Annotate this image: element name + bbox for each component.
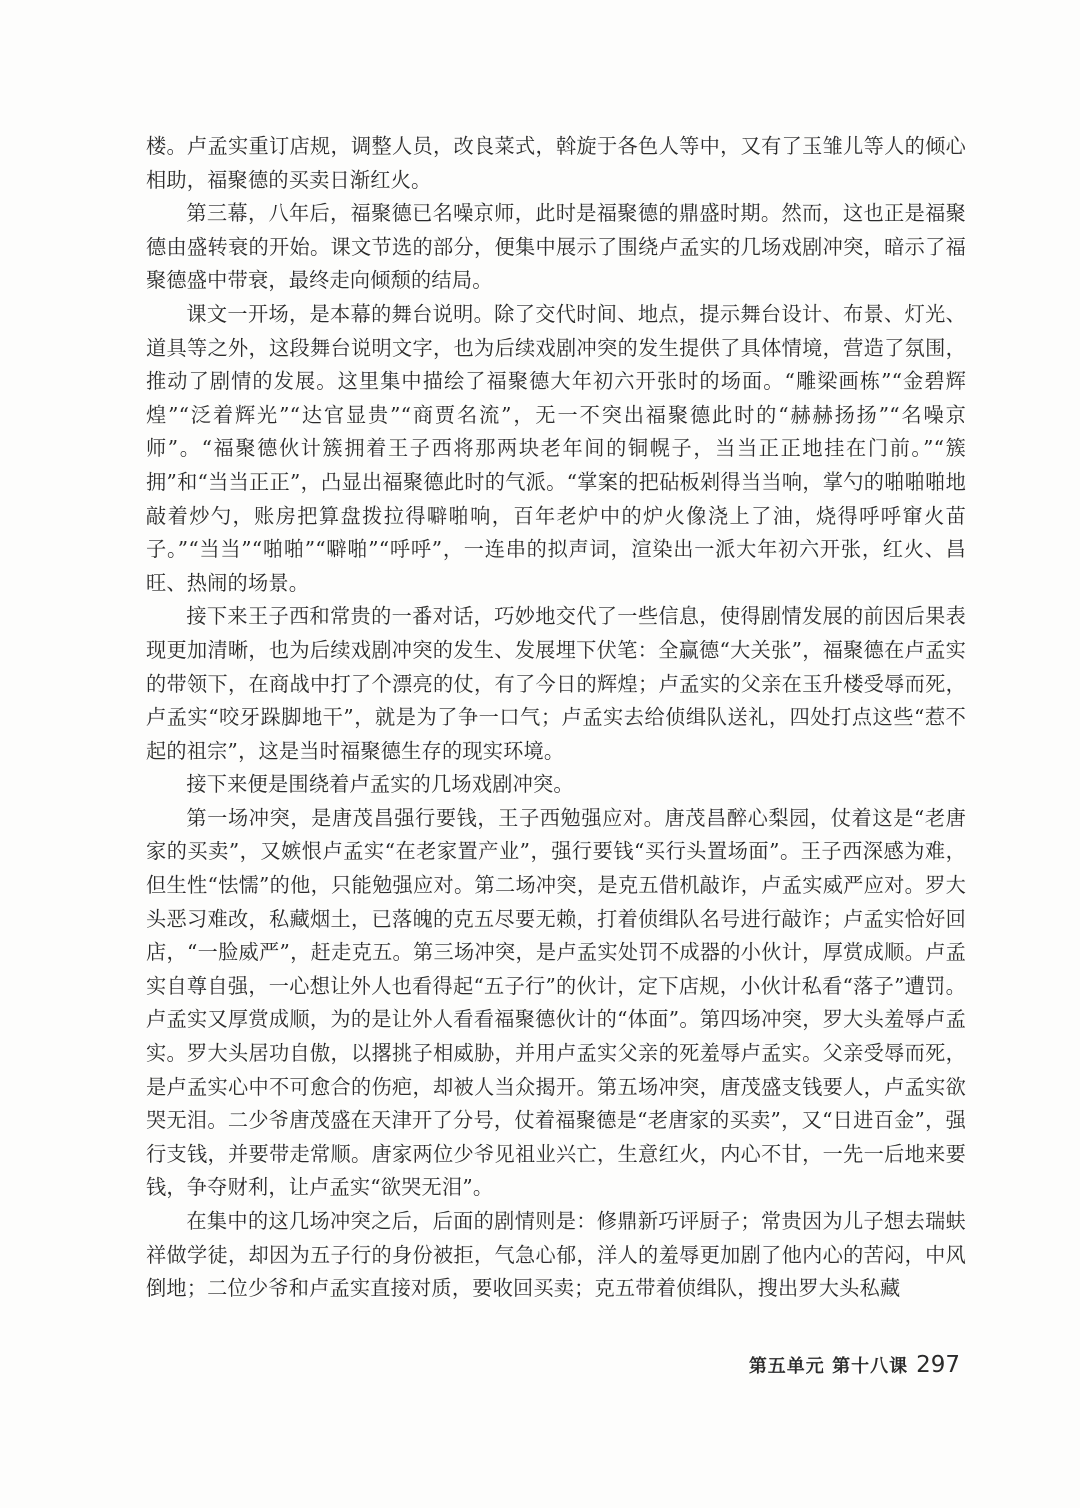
- body-text: [146, 130, 966, 1306]
- paragraph: 接下来便是围绕着卢孟实的几场戏剧冲突。: [186, 772, 574, 797]
- unit-lesson-label: 第五单元 第十八课: [748, 1356, 909, 1377]
- page-number: 297: [916, 1352, 960, 1378]
- paragraph: 第一场冲突，是唐茂昌强行要钱，王子西勉强应对。唐茂昌醉心梨园，仗着这是“老唐家的买卖”，又嫉恨卢孟实“在老家置产业”，强行要钱“买行头置场面”。王子西深感为难，但生性“怯懦”的他，只能勉强应对。第二场冲突，是克五借机敲诈，卢孟实威严应对。罗大头恶习难改，私藏烟土，已落魄的克五尽要无赖，打着侦缉队名号进行敲诈；卢孟实恰好回店，“一脸威严”，赶走克五。第三场冲突，是卢孟实处罚不成器的小伙计，厚赏成顺。卢孟实自尊自强，一心想让外人也看得起“五子行”的伙计，定下店规，小伙计私看“落子”遭罚。卢孟实又厚赏成顺，为的是让外人看看福聚德伙计的“体面”。第四场冲突，罗大头羞辱卢孟实。罗大头居功自傲，以撂挑子相威胁，并用卢孟实父亲的死羞辱卢孟实。父亲受辱而死，是卢孟实心中不可愈合的伤疤，却被人当众揭开。第五场冲突，唐茂盛支钱要人，卢孟实欲哭无泪。二少爷唐茂盛在天津开了分号，仗着福聚德是“老唐家的买卖”，又“日进百金”，强行支钱，并要带走常顺。唐家两位少爷见祖业兴亡，生意红火，内心不甘，一先一后地来要钱，争夺财利，让卢孟实“欲哭无泪”。: [146, 805, 966, 1200]
- paragraph: 课文一开场，是本幕的舞台说明。除了交代时间、地点，提示舞台设计、布景、灯光、道具等之外，这段舞台说明文字，也为后续戏剧冲突的发生提供了具体情境，营造了氛围，推动了剧情的发展。这里集中描绘了福聚德大年初六开张时的场面。“雕梁画栋”“金碧辉煌”“泛着辉光”“达官显贵”“商贾名流”，无一不突出福聚德此时的“赫赫扬扬”“名噪京师”。“福聚德伙计簇拥着王子西将那两块老年间的铜幌子，当当正正地挂在门前。”“簇拥”和“当当正正”，凸显出福聚德此时的气派。“掌案的把砧板剁得当当响，掌勺的啪啪啪地敲着炒勺，账房把算盘拨拉得噼啪响，百年老炉中的炉火像浇上了油，烧得呼呼窜火苗子。”“当当”“啪啪”“噼啪”“呼呼”，一连串的拟声词，渲染出一派大年初六开张，红火、昌旺、热闹的场景。: [146, 301, 966, 595]
- paragraph: 第三幕，八年后，福聚德已名噪京师，此时是福聚德的鼎盛时期。然而，这也正是福聚德由盛转衰的开始。课文节选的部分，便集中展示了围绕卢孟实的几场戏剧冲突，暗示了福聚德盛中带衰，最终走向倾颓的结局。: [146, 201, 966, 293]
- paragraph: 在集中的这几场冲突之后，后面的剧情则是：修鼎新巧评厨子；常贵因为儿子想去瑞蚨祥做学徒，却因为五子行的身份被拒，气急心郁，洋人的羞辱更加剧了他内心的苦闷，中风倒地；二位少爷和卢孟实直接对质，要收回买卖；克五带着侦缉队，搜出罗大头私藏: [146, 1209, 966, 1301]
- page-footer: [749, 1352, 960, 1378]
- paragraph: 接下来王子西和常贵的一番对话，巧妙地交代了一些信息，使得剧情发展的前因后果表现更加清晰，也为后续戏剧冲突的发生、发展埋下伏笔：全赢德“大关张”，福聚德在卢孟实的带领下，在商战中打了个漂亮的仗，有了今日的辉煌；卢孟实的父亲在玉升楼受辱而死，卢孟实“咬牙跺脚地干”，就是为了争一口气；卢孟实去给侦缉队送礼，四处打点这些“惹不起的祖宗”，这是当时福聚德生存的现实环境。: [146, 604, 966, 763]
- paragraph-continuation: 楼。卢孟实重订店规，调整人员，改良菜式，斡旋于各色人等中，又有了玉雏儿等人的倾心相助，福聚德的买卖日渐红火。: [146, 134, 966, 192]
